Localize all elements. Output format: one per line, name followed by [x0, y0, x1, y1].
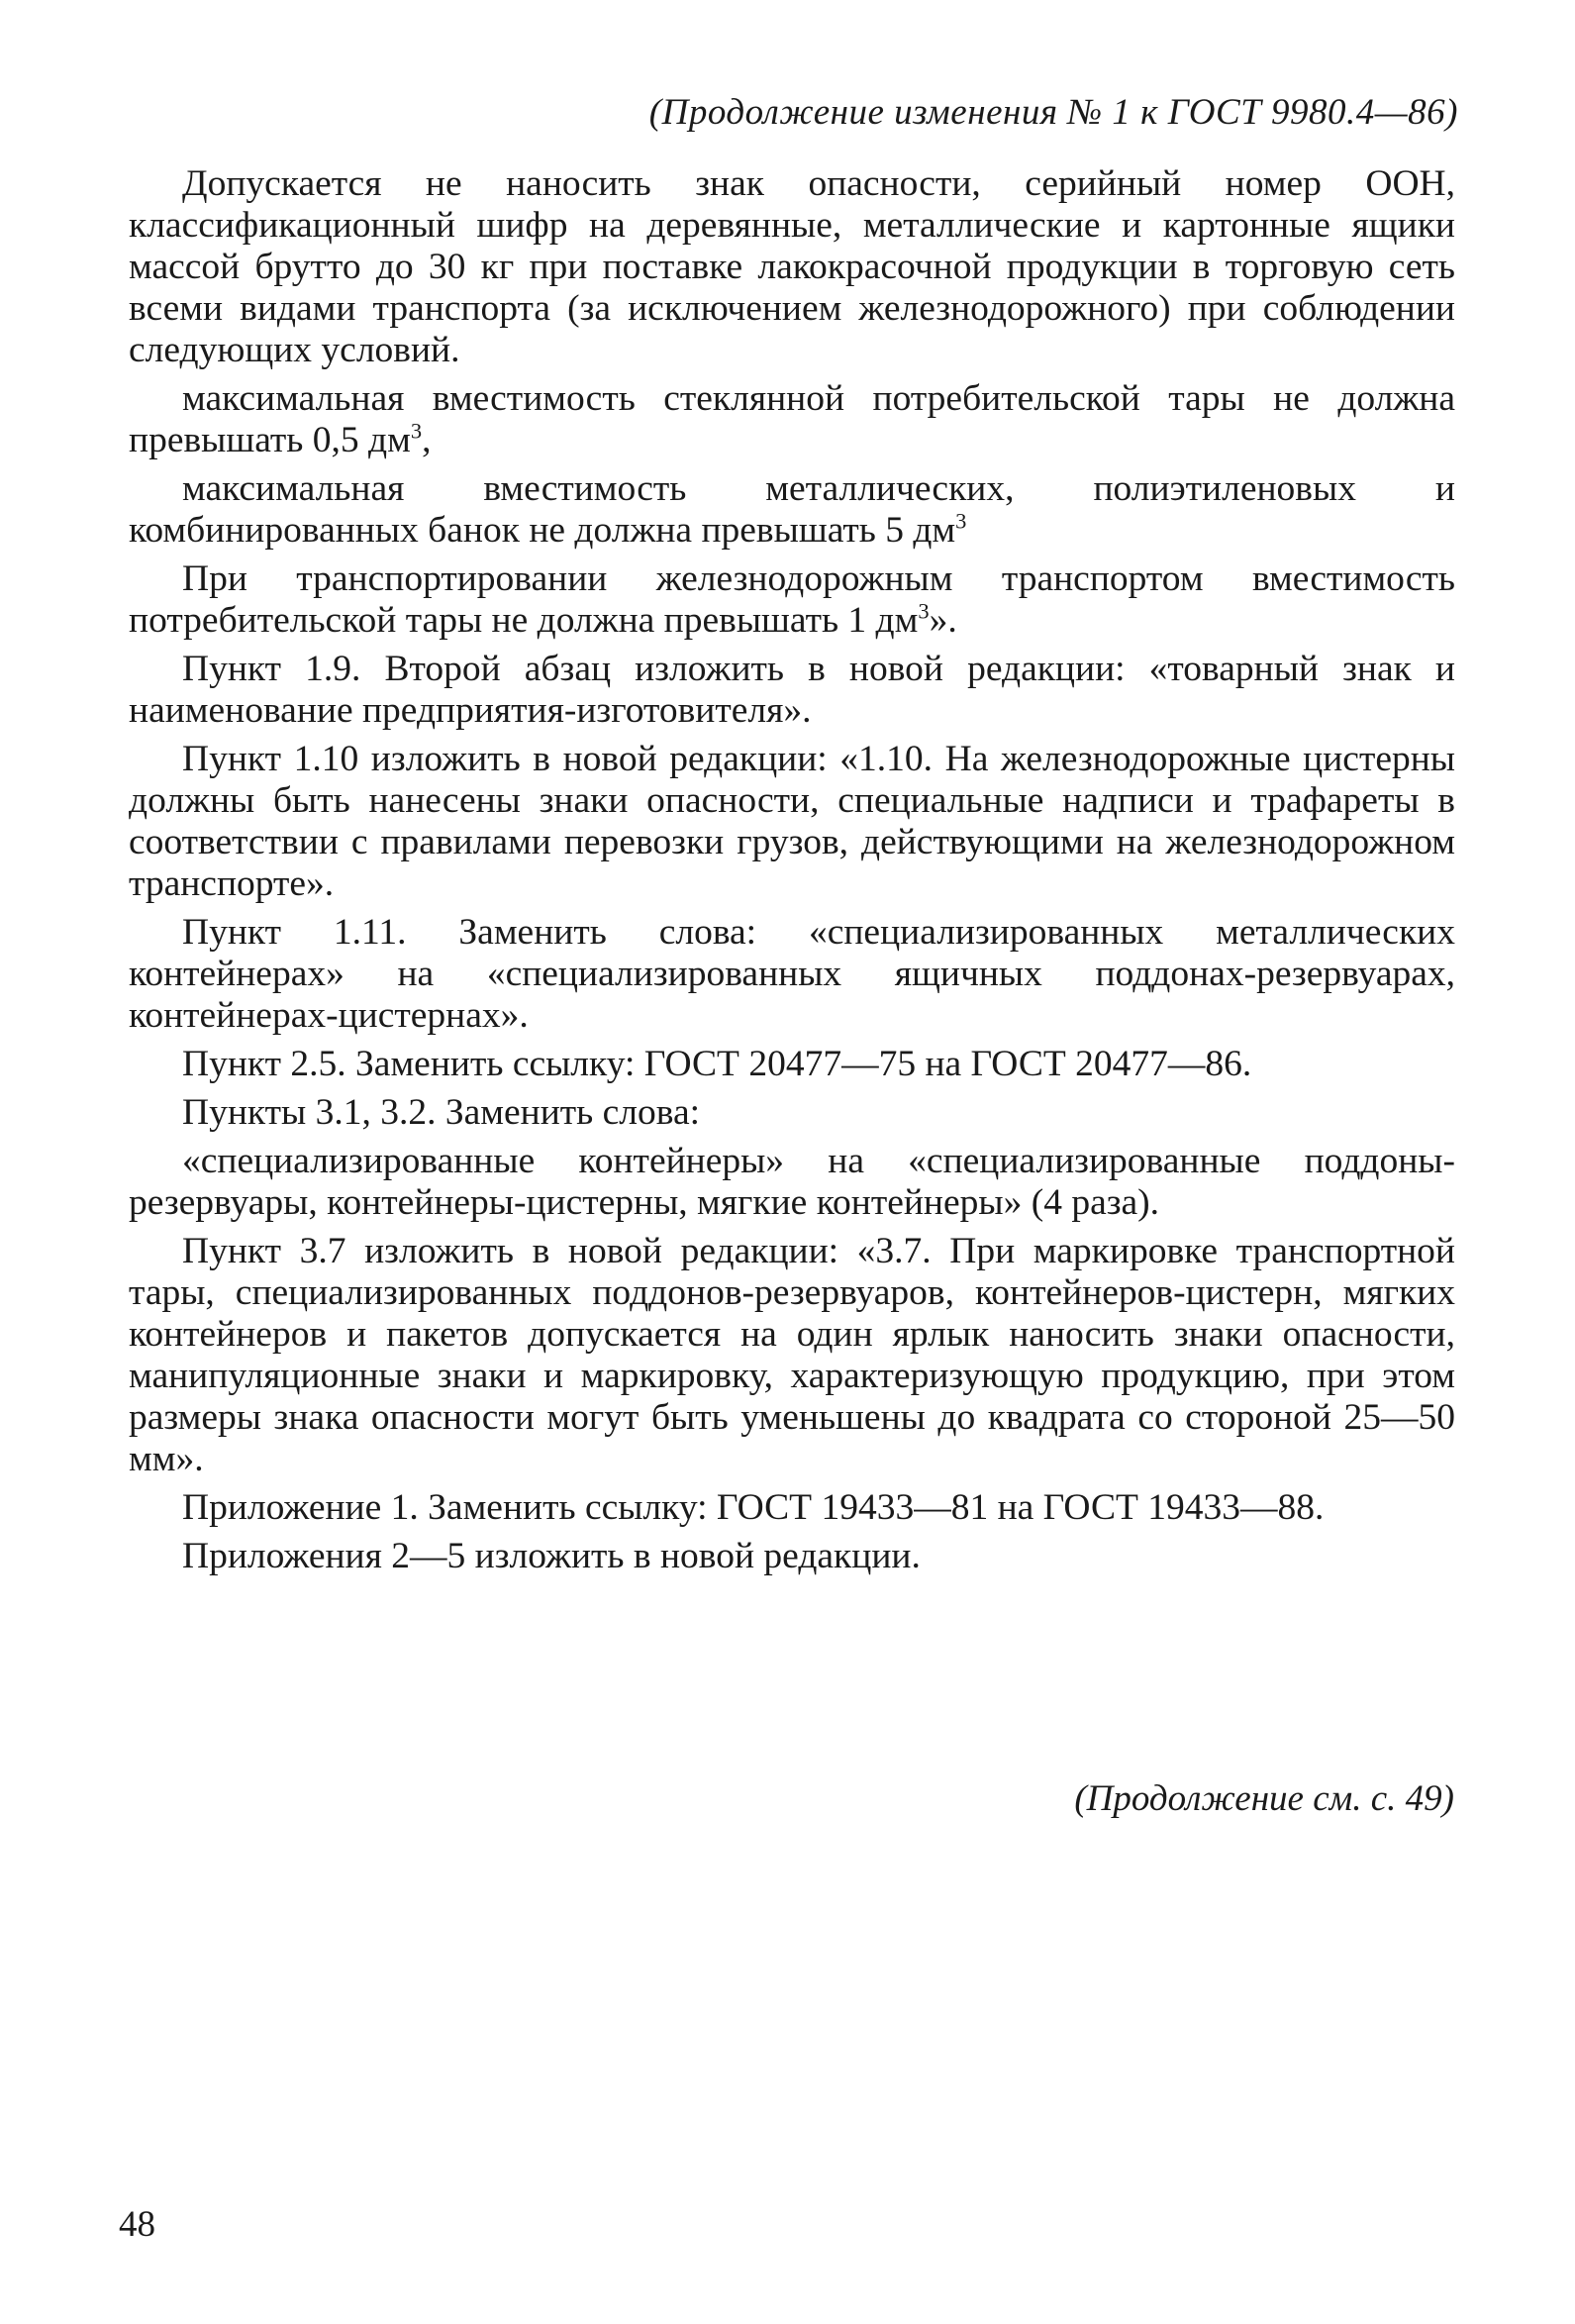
paragraph-3-text: максимальная вместимость металлических, полиэтиленовых и комбинированных банок не должна превышать 5 дм [129, 468, 1455, 551]
paragraph-2-tail: , [422, 420, 432, 460]
paragraph-10: «специализированные контейнеры» на «специализированные поддоны-резервуары, контейнеры-цистерны, мягкие контейнеры» (4 раза). [129, 1141, 1455, 1223]
paragraph-3-sup: 3 [955, 508, 967, 534]
paragraph-4 [129, 558, 1455, 642]
paragraph-9: Пункты 3.1, 3.2. Заменить слова: [182, 1092, 701, 1133]
paragraph-12: Приложение 1. Заменить ссылку: ГОСТ 19433—81 на ГОСТ 19433—88. [182, 1487, 1325, 1528]
body-text [129, 163, 1455, 1584]
paragraph-2-sup: 3 [410, 418, 423, 444]
paragraph-11: Пункт 3.7 изложить в новой редакции: «3.7. При маркировке транспортной тары, специализированных поддонов-резервуаров, контейнеров-цистерн, мягких контейнеров и пакетов допускается на один ярлык наносить знаки опасности, манипуляционные знаки и маркировку, характеризующую продукцию, при этом размеры знака опасности могут быть уменьшены до квадрата со стороной 25—50 мм». [129, 1231, 1455, 1479]
running-head: (Продолжение изменения № 1 к ГОСТ 9980.4—86) [648, 92, 1458, 133]
paragraph-13: Приложения 2—5 изложить в новой редакции. [182, 1536, 921, 1576]
paragraph-4-sup: 3 [918, 598, 930, 624]
paragraph-4-text: При транспортировании железнодорожным транспортом вместимость потребительской тары не должна превышать 1 дм [129, 558, 1455, 641]
continued-note: (Продолжение см. с. 49) [1074, 1778, 1454, 1819]
page-number: 48 [119, 2204, 155, 2245]
paragraph-2-text: максимальная вместимость стеклянной потребительской тары не должна превышать 0,5 дм [129, 378, 1455, 460]
paragraph-7: Пункт 1.11. Заменить слова: «специализированных металлических контейнерах» на «специализированных ящичных поддонах-резервуарах, контейнерах-цистернах». [129, 912, 1455, 1036]
paragraph-5: Пункт 1.9. Второй абзац изложить в новой редакции: «товарный знак и наименование предприятия-изготовителя». [129, 649, 1455, 731]
paragraph-4-tail: ». [929, 600, 957, 641]
paragraph-3 [129, 468, 1455, 552]
paragraph-2 [129, 378, 1455, 461]
paragraph-6: Пункт 1.10 изложить в новой редакции: «1.10. На железнодорожные цистерны должны быть нанесены знаки опасности, специальные надписи и трафареты в соответствии с правилами перевозки грузов, действующими на железнодорожном транспорте». [129, 739, 1455, 904]
paragraph-1: Допускается не наносить знак опасности, серийный номер ООН, классификационный шифр на деревянные, металлические и картонные ящики массой брутто до 30 кг при поставке лакокрасочной продукции в торговую сеть всеми видами транспорта (за исключением железнодорожного) при соблюдении следующих условий. [129, 163, 1455, 370]
paragraph-8: Пункт 2.5. Заменить ссылку: ГОСТ 20477—75 на ГОСТ 20477—86. [182, 1044, 1252, 1084]
